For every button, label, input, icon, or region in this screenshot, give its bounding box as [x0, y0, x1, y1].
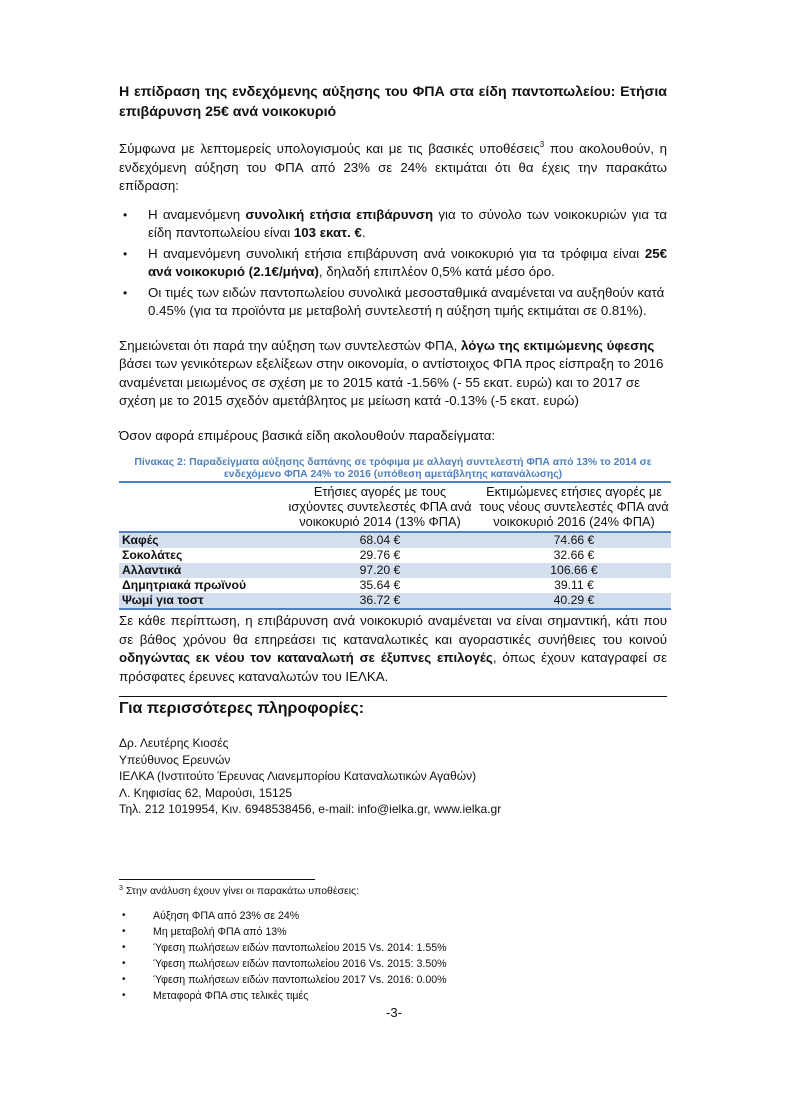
text: Η αναμενόμενη συνολική ετήσια επιβάρυνση ανά νοικοκυριό για τα τρόφιμα είναι — [148, 245, 645, 261]
bold-text: λόγω της εκτιμώμενης ύφεσης — [460, 337, 655, 353]
assumption-item: • Ύφεση πωλήσεων ειδών παντοπωλείου 2017 Vs. 2016: 0.00% — [119, 972, 619, 988]
value-2014: 35.64 € — [359, 578, 401, 592]
table-row — [119, 563, 671, 578]
impact-bullet-list — [119, 206, 667, 321]
value-2014: 36.72 € — [283, 593, 477, 609]
note-paragraph — [119, 337, 667, 411]
value-2016: 106.66 € — [477, 563, 671, 578]
bullet-household-burden — [123, 245, 667, 282]
table-row — [119, 593, 671, 609]
text: Η αναμενόμενη — [148, 206, 246, 222]
table-row — [119, 532, 671, 548]
value-2016: 39.11 € — [554, 578, 594, 592]
text: . — [361, 225, 366, 240]
intro-text-end: που ακολουθούν, η ενδεχόμενη αύξηση του ΦΠΑ από 23% σε 24% εκτιμάται ότι θα έχεις την παρακάτω επίδραση: — [119, 141, 667, 193]
heading-line-1: Η επίδραση της ενδεχόμενης αύξησης του ΦΠΑ στα είδη παντοπωλείου: Ετήσια — [119, 84, 667, 100]
text: Οι τιμές των ειδών παντοπωλείου συνολικά μεσοσταθμικά αναμένεται να αυξηθούν κατά 0.45% (για τα προϊόντα με μεταβολή συντελεστή η αύξηση τιμής εκτιμάται σε 0.81%). — [148, 284, 665, 318]
caption-line-2: ενδεχόμενο ΦΠΑ 24% το 2016 (υπόθεση αμετάβλητης κατανάλωσης) — [223, 469, 563, 480]
footnote-text: Στην ανάλυση έχουν γίνει οι παρακάτω υποθέσεις: — [122, 885, 360, 897]
table-row — [119, 548, 671, 563]
bullet-price-increase — [123, 284, 667, 321]
value-2014: 68.04 € — [283, 532, 477, 548]
assumption-item: • Αύξηση ΦΠΑ από 23% σε 24% — [119, 908, 619, 924]
item-name: Σοκολάτες — [122, 548, 183, 562]
contact-organization: ΙΕΛΚΑ (Ινστιτούτο Έρευνας Λιανεμπορίου Καταναλωτικών Αγαθών) — [119, 769, 477, 783]
footnote-reference[interactable]: 3 — [539, 140, 545, 149]
footnote-marker: 3 — [119, 885, 123, 892]
value-2014: 97.20 € — [283, 563, 477, 578]
bold-amount: 103 εκατ. € — [293, 225, 362, 240]
value-2016: 40.29 € — [477, 593, 671, 609]
value-2016: 32.66 € — [553, 548, 595, 562]
table-header-row — [119, 482, 671, 532]
footnote — [119, 884, 619, 1004]
assumption-item: • Ύφεση πωλήσεων ειδών παντοπωλείου 2015 Vs. 2014: 1.55% — [119, 940, 619, 956]
text: , δηλαδή επιπλέον 0,5% κατά μέσο όρο. — [318, 264, 555, 279]
contact-name: Δρ. Λευτέρης Κιοσές — [119, 736, 229, 750]
assumption-item: • Ύφεση πωλήσεων ειδών παντοπωλείου 2016 Vs. 2015: 3.50% — [119, 956, 619, 972]
text: Σε κάθε περίπτωση, η επιβάρυνση ανά νοικοκυριό αναμένεται να είναι σημαντική, κάτι που σε βάθος χρόνου θα επηρεάσει τις καταναλωτικές και αγοραστικές συνήθειες του κοινού — [119, 613, 667, 647]
assumption-item: • Μη μεταβολή ΦΠΑ από 13% — [119, 924, 619, 940]
item-name: Αλλαντικά — [119, 563, 283, 578]
item-name: Καφές — [119, 532, 283, 548]
bold-amount: 25€ ανά νοικοκυριό (2.1€/μήνα) — [148, 245, 667, 279]
vat-examples-table — [119, 481, 671, 610]
section-divider — [119, 696, 667, 697]
header-item — [119, 482, 283, 532]
contact-phone-email-web[interactable]: Τηλ. 212 1019954, Κιν. 6948538456, e-mail: info@ielka.gr, www.ielka.gr — [119, 802, 502, 816]
text: Σημειώνεται ότι παρά την αύξηση των συντελεστών ΦΠΑ, — [119, 337, 461, 353]
assumption-item: • Μεταφορά ΦΠΑ στις τελικές τιμές — [119, 988, 619, 1004]
contact-block — [119, 735, 667, 818]
intro-paragraph — [119, 140, 667, 196]
document-page — [119, 82, 667, 818]
conclusion-paragraph — [119, 612, 667, 686]
assumptions-list — [119, 908, 619, 1004]
footnote-separator — [119, 879, 315, 880]
bullet-total-burden — [123, 206, 667, 243]
value-2014: 29.76 € — [359, 548, 401, 562]
item-name: Δημητριακά πρωϊνού — [122, 578, 247, 592]
page-number: -3- — [386, 1005, 402, 1020]
bold-text: συνολική ετήσια επιβάρυνση — [245, 206, 434, 222]
examples-intro: Όσον αφορά επιμέρους βασικά είδη ακολουθούν παραδείγματα: — [119, 427, 496, 443]
value-2016: 74.66 € — [477, 532, 671, 548]
footnote-intro — [119, 884, 619, 898]
header-2014: Ετήσιες αγορές με τους ισχύοντες συντελεστές ΦΠΑ ανά νοικοκυριό 2014 (13% ΦΠΑ) — [288, 484, 472, 529]
text: , όπως έχουν καταγραφεί σε πρόσφατες έρευνες καταναλωτών του ΙΕΛΚΑ. — [119, 650, 667, 684]
intro-text-start: Σύμφωνα με λεπτομερείς υπολογισμούς και με τις βασικές υποθέσεις — [119, 141, 540, 156]
table-row — [119, 578, 671, 593]
contact-address: Λ. Κηφισίας 62, Μαρούσι, 15125 — [119, 785, 293, 800]
caption-line-1: Πίνακας 2: Παραδείγματα αύξησης δαπάνης σε τρόφιμα με αλλαγή συντελεστή ΦΠΑ από 13% το 2014 σε — [134, 457, 652, 468]
more-info-title: Για περισσότερες πληροφορίες: — [119, 700, 365, 717]
item-name: Ψωμί για τοστ — [119, 593, 283, 609]
bold-text: οδηγώντας εκ νέου τον καταναλωτή σε έξυπνες επιλογές — [119, 650, 493, 665]
table-caption — [119, 457, 667, 481]
heading-line-2: επιβάρυνση 25€ ανά νοικοκυριό — [119, 104, 337, 120]
contact-role: Υπεύθυνος Ερευνών — [119, 752, 231, 767]
section-heading — [119, 82, 667, 122]
text: για το σύνολο των νοικοκυριών για τα είδη παντοπωλείου είναι — [148, 206, 668, 240]
text: βάσει των γενικότερων εξελίξεων στην οικονομία, ο αντίστοιχος ΦΠΑ προς είσπραξη το 2016 αναμένεται μειωμένος σε σχέση με το 2015 κατά -1.56% (- 55 εκατ. ευρώ) και το 2017 σε σχέση με το 2015 σχεδόν αμετάβλητος με μείωση κατά -0.13% (-5 εκατ. ευρώ) — [119, 356, 664, 408]
header-2016: Εκτιμώμενες ετήσιες αγορές με τους νέους συντελεστές ΦΠΑ ανά νοικοκυριό 2016 (24% ΦΠΑ) — [479, 484, 669, 529]
